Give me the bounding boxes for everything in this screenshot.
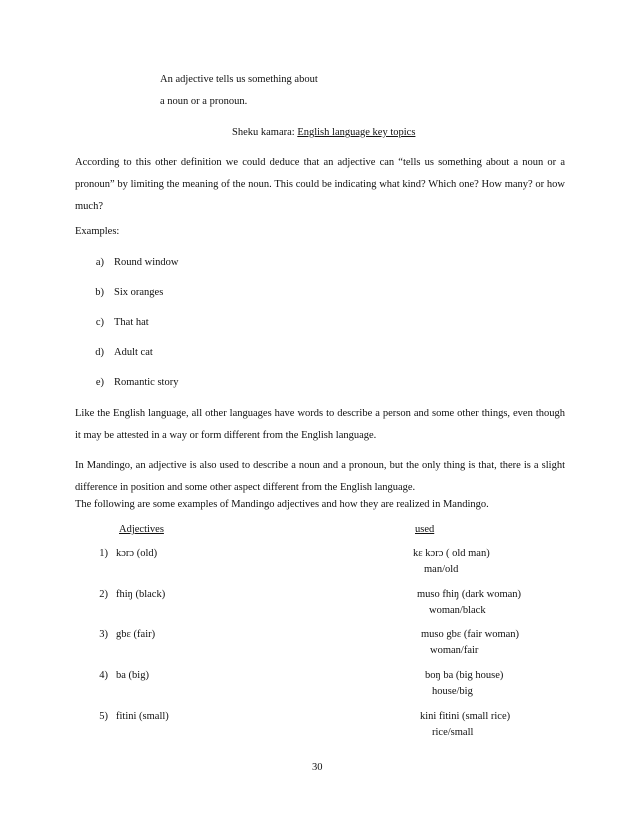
page-number: 30 xyxy=(312,762,323,773)
row-usage: boŋ ba (big house) xyxy=(425,670,504,681)
paragraph-definition: According to this other definition we could deduce that an adjective can “tells us something about a noun or a pronoun” by limiting the meaning of the noun. This could be indicating what kind? Which one? How many? or how much? xyxy=(75,157,565,212)
row-gloss: woman/black xyxy=(429,605,486,616)
paragraph-other-languages: Like the English language, all other languages have words to describe a person and some other things, even though it may be attested in a way or form different from the English language. xyxy=(75,408,565,441)
row-adjective: fitini (small) xyxy=(116,711,169,722)
row-gloss: man/old xyxy=(424,564,459,575)
list-marker: a) xyxy=(95,257,104,268)
citation-title: English language key topics xyxy=(297,127,416,138)
list-item-text: That hat xyxy=(114,317,149,328)
list-marker: b) xyxy=(95,287,104,298)
row-marker: 4) xyxy=(99,670,108,681)
row-gloss: house/big xyxy=(432,686,473,697)
list-marker: d) xyxy=(95,347,104,358)
row-marker: 5) xyxy=(99,711,108,722)
examples-label: Examples: xyxy=(75,226,120,237)
paragraph-mandingo: In Mandingo, an adjective is also used to describe a noun and a pronoun, but the only thing is that, there is a slight difference in position and some other aspect different from the English language. xyxy=(75,460,565,493)
row-adjective: gbɛ (fair) xyxy=(116,629,156,640)
row-usage: kini fitini (small rice) xyxy=(420,711,511,722)
citation-author: Sheku kamara: xyxy=(232,127,298,138)
list-item-text: Round window xyxy=(114,257,179,268)
list-marker: c) xyxy=(95,317,104,328)
list-item-text: Romantic story xyxy=(114,377,179,388)
header-used: used xyxy=(415,524,435,535)
row-marker: 1) xyxy=(99,548,108,559)
row-adjective: fhiŋ (black) xyxy=(116,589,166,600)
paragraph-examples-intro: The following are some examples of Mandingo adjectives and how they are realized in Mandingo. xyxy=(75,499,489,510)
row-usage: kɛ kɔrɔ ( old man) xyxy=(413,548,490,559)
list-item-text: Six oranges xyxy=(114,287,164,298)
row-adjective: kɔrɔ (old) xyxy=(116,548,158,559)
row-usage: muso fhiŋ (dark woman) xyxy=(417,589,522,600)
row-adjective: ba (big) xyxy=(116,670,149,681)
quote-line-2: a noun or a pronoun. xyxy=(160,96,248,107)
row-usage: muso gbɛ (fair woman) xyxy=(421,629,520,640)
header-adjectives: Adjectives xyxy=(119,524,164,535)
row-gloss: woman/fair xyxy=(430,645,479,656)
quote-line-1: An adjective tells us something about xyxy=(160,74,318,85)
list-item-text: Adult cat xyxy=(114,347,153,358)
citation xyxy=(232,127,415,138)
row-marker: 3) xyxy=(99,629,108,640)
row-marker: 2) xyxy=(99,589,108,600)
list-marker: e) xyxy=(95,377,104,388)
row-gloss: rice/small xyxy=(432,727,474,738)
